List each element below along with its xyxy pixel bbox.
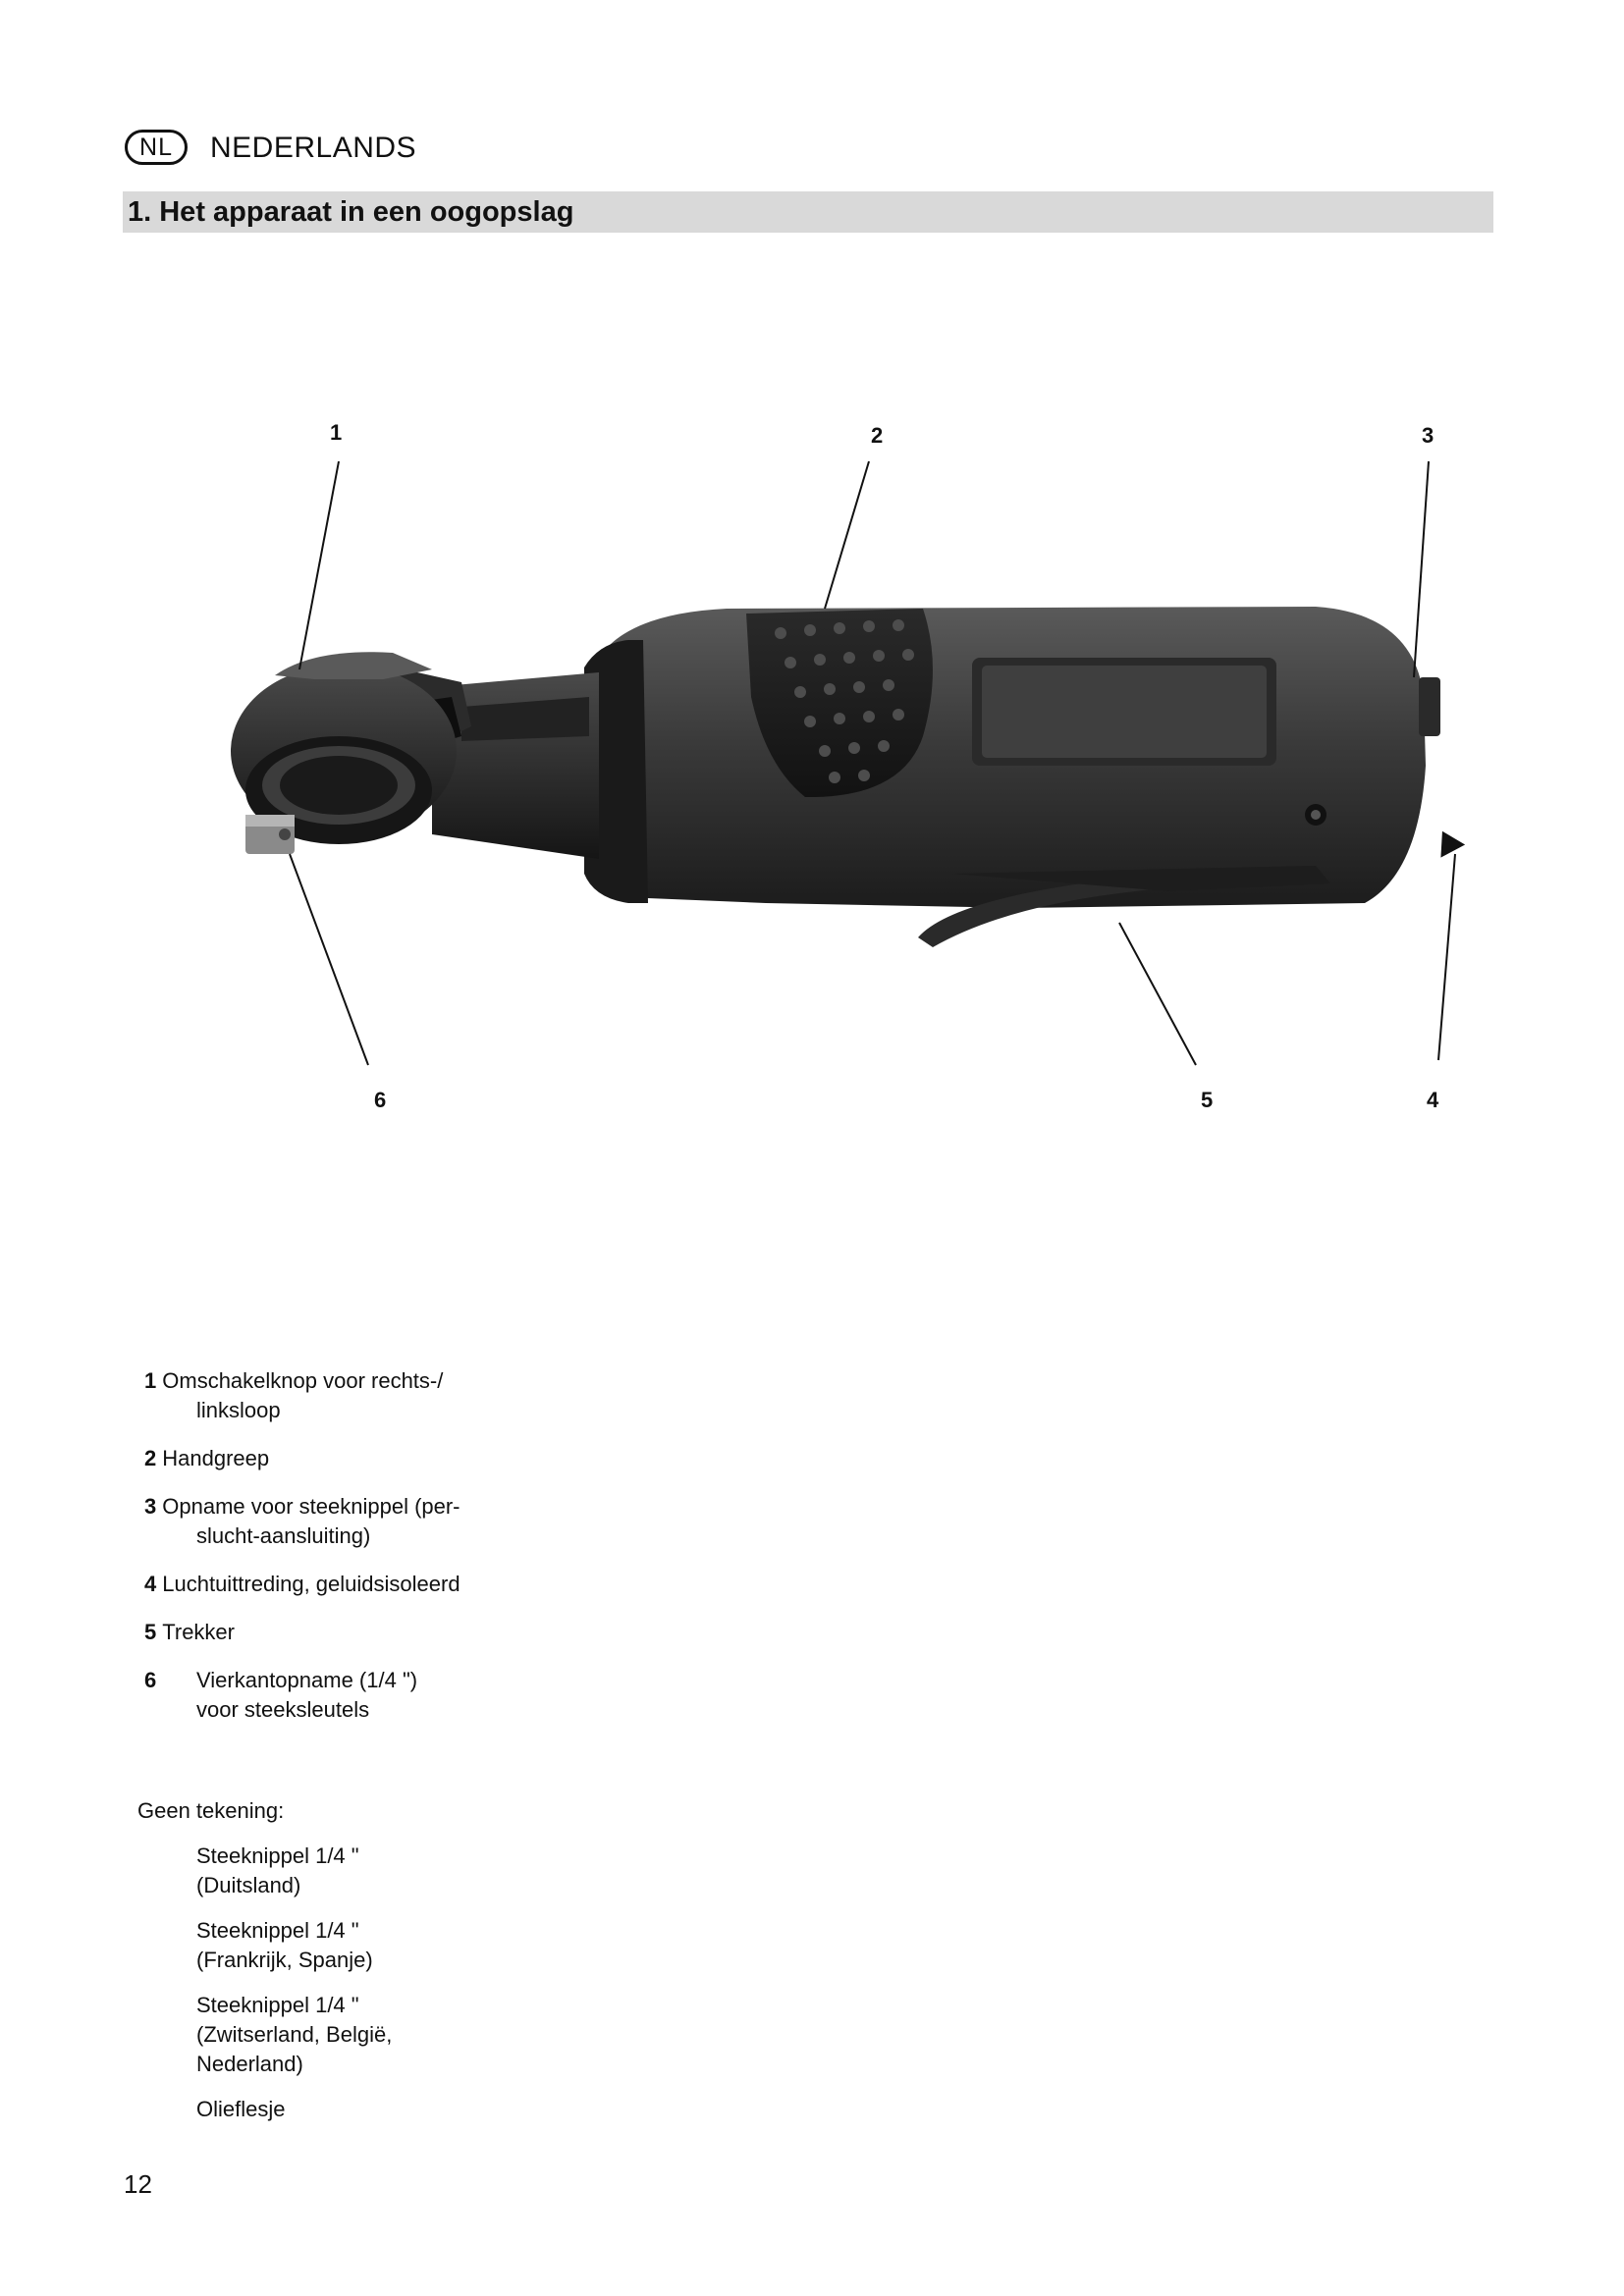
legend-label: Omschakelknop voor rechts-/ xyxy=(162,1368,444,1393)
accessory-item: Steeknippel 1/4 " (Duitsland) xyxy=(196,1843,359,1897)
language-name: NEDERLANDS xyxy=(210,132,417,164)
legend-item xyxy=(144,1570,557,1599)
parts-legend xyxy=(144,1366,557,1743)
accessory-list xyxy=(137,1842,589,2124)
legend-label-continued: slucht-aansluiting) xyxy=(196,1523,371,1548)
not-shown-accessories xyxy=(137,1796,589,2140)
callout-line-1 xyxy=(299,461,339,669)
legend-number: 5 xyxy=(144,1620,157,1644)
callout-5: 5 xyxy=(1201,1088,1214,1112)
legend-number: 6 xyxy=(144,1668,157,1692)
legend-number: 3 xyxy=(144,1494,157,1519)
page-number: 12 xyxy=(124,2169,152,2199)
ratchet-wrench-illustration xyxy=(137,412,1512,1139)
callout-1: 1 xyxy=(330,420,343,445)
legend-label: Luchtuittreding, geluidsisoleerd xyxy=(162,1572,460,1596)
legend-label: Vierkantopname (1/4 ") xyxy=(196,1668,418,1692)
legend-label: Opname voor steeknippel (per- xyxy=(162,1494,460,1519)
legend-number: 4 xyxy=(144,1572,157,1596)
legend-item xyxy=(144,1444,557,1473)
accessory-item: Steeknippel 1/4 " (Frankrijk, Spanje) xyxy=(196,1918,373,1972)
language-badge xyxy=(125,130,188,165)
legend-item xyxy=(144,1366,557,1425)
accessory-item: Steeknippel 1/4 " (Zwitserland, België, Nederland) xyxy=(196,1993,393,2076)
callout-line-4 xyxy=(1438,854,1455,1060)
callout-line-5 xyxy=(1119,923,1196,1065)
air-inlet xyxy=(1419,677,1440,736)
callout-2: 2 xyxy=(871,423,884,448)
legend-label: Trekker xyxy=(162,1620,235,1644)
legend-item xyxy=(144,1492,557,1551)
accessory-item: Olieflesje xyxy=(196,2097,286,2121)
exhaust-arrow xyxy=(1431,825,1466,857)
callout-4: 4 xyxy=(1427,1088,1439,1112)
callout-line-3 xyxy=(1414,461,1429,677)
legend-item xyxy=(144,1618,557,1647)
callout-3: 3 xyxy=(1422,423,1435,448)
callout-6: 6 xyxy=(374,1088,387,1112)
language-code: NL xyxy=(139,133,173,161)
section-title: 1. Het apparaat in een oogopslag xyxy=(123,191,1493,233)
legend-label: Handgreep xyxy=(162,1446,270,1470)
legend-number: 2 xyxy=(144,1446,157,1470)
callout-line-6 xyxy=(290,854,368,1065)
legend-label-continued: voor steeksleutels xyxy=(196,1697,370,1722)
not-shown-heading: Geen tekening: xyxy=(137,1798,285,1823)
callout-line-2 xyxy=(825,461,869,609)
legend-label-continued: linksloop xyxy=(196,1398,281,1422)
tool-figure xyxy=(137,412,1512,1139)
legend-number: 1 xyxy=(144,1368,157,1393)
legend-item xyxy=(144,1666,557,1725)
